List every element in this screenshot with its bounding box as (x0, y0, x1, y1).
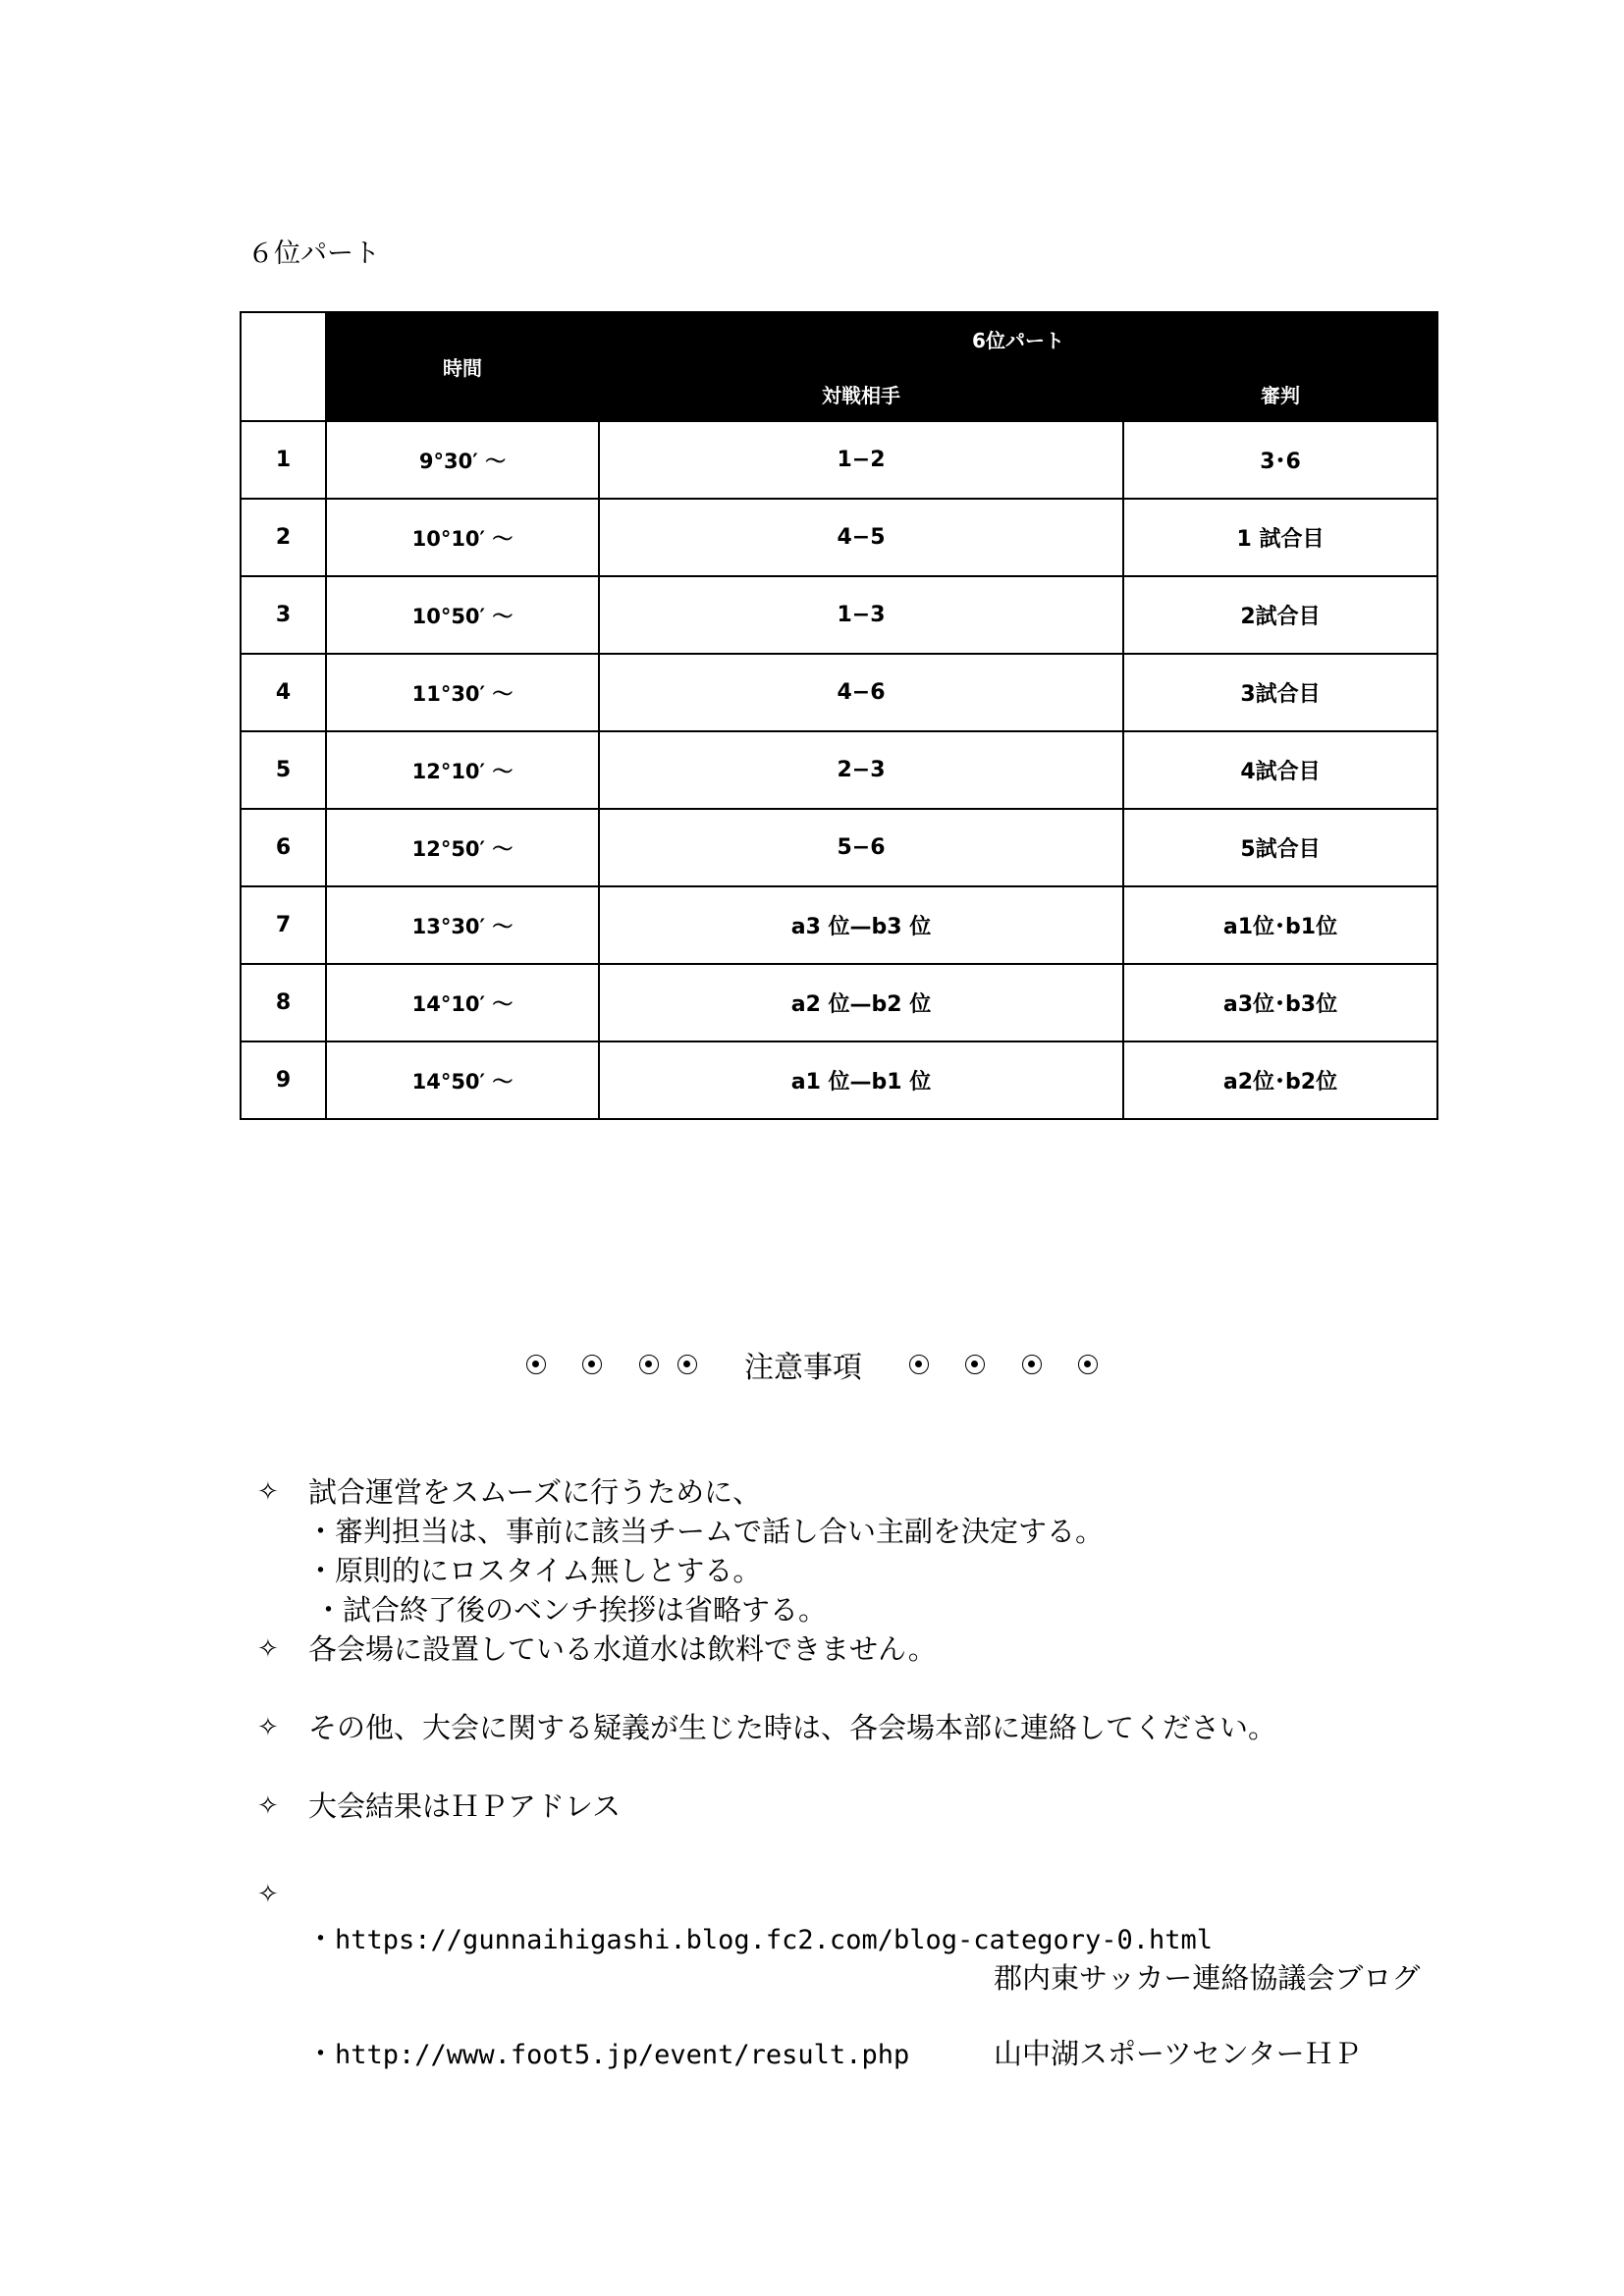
section-title: ６位パート (247, 239, 380, 269)
header-match: 対戦相手 (599, 366, 1123, 421)
row-number: 8 (241, 964, 326, 1041)
soccer-ball-icon (1078, 1355, 1098, 1374)
diamond-outline-icon: ✧ (257, 1713, 279, 1742)
row-time: 14°10′ ～ (326, 964, 599, 1041)
row-time: 13°30′ ～ (326, 886, 599, 964)
row-time: 14°50′ ～ (326, 1041, 599, 1119)
row-referee: a1位･b1位 (1123, 886, 1437, 964)
row-match: 4−5 (599, 499, 1123, 576)
schedule-table (240, 311, 1438, 1120)
sports-center-label: 山中湖スポーツセンターＨＰ (994, 2037, 1362, 2070)
link-bullet: ・ (306, 1922, 336, 1955)
row-referee: 4試合目 (1123, 731, 1437, 809)
row-match: 2−3 (599, 731, 1123, 809)
row-number: 1 (241, 421, 326, 499)
link-bullet: ・ (306, 2037, 336, 2070)
soccer-ball-icon (526, 1355, 546, 1374)
row-number: 4 (241, 654, 326, 731)
row-number: 9 (241, 1041, 326, 1119)
table-row (241, 576, 1437, 654)
row-number: 3 (241, 576, 326, 654)
row-match: 5−6 (599, 809, 1123, 886)
soccer-ball-icon (677, 1355, 697, 1374)
blog-url-link[interactable]: https://gunnaihigashi.blog.fc2.com/blog-category-0.html (335, 1925, 1214, 1955)
row-number: 5 (241, 731, 326, 809)
link-item (306, 1919, 1213, 1960)
row-number: 2 (241, 499, 326, 576)
header-time: 時間 (326, 312, 599, 421)
notice-item-text: その他、大会に関する疑義が生じた時は、各会場本部に連絡してください。 (308, 1711, 1277, 1744)
notice-sub-item: ・原則的にロスタイム無しとする。 (306, 1554, 762, 1587)
row-referee: 2試合目 (1123, 576, 1437, 654)
row-time: 12°50′ ～ (326, 809, 599, 886)
header-referee: 審判 (1123, 366, 1437, 421)
row-referee: a2位･b2位 (1123, 1041, 1437, 1119)
blog-label: 郡内東サッカー連絡協議会ブログ (994, 1961, 1421, 1995)
row-referee: 3試合目 (1123, 654, 1437, 731)
table-row (241, 809, 1437, 886)
row-time: 11°30′ ～ (326, 654, 599, 731)
row-referee: 5試合目 (1123, 809, 1437, 886)
soccer-ball-icon (582, 1355, 602, 1374)
row-match: a1 位—b1 位 (599, 1041, 1123, 1119)
notice-item-text: 各会場に設置している水道水は飲料できません。 (308, 1632, 937, 1666)
row-time: 9°30′ ～ (326, 421, 599, 499)
notice-item-text: 試合運営をスムーズに行うために、 (308, 1475, 762, 1509)
row-time: 10°10′ ～ (326, 499, 599, 576)
soccer-ball-icon (909, 1355, 929, 1374)
notice-sub-item: ・審判担当は、事前に該当チームで話し合い主副を決定する。 (306, 1515, 1105, 1548)
row-match: 1−3 (599, 576, 1123, 654)
row-number: 6 (241, 809, 326, 886)
diamond-outline-icon: ✧ (257, 1880, 279, 1909)
diamond-outline-icon: ✧ (257, 1477, 279, 1507)
link-item (306, 2034, 909, 2075)
notice-heading (0, 1343, 1624, 1386)
row-time: 10°50′ ～ (326, 576, 599, 654)
diamond-outline-icon: ✧ (257, 1791, 279, 1821)
soccer-ball-icon (1022, 1355, 1042, 1374)
header-blank-cell (241, 312, 326, 421)
table-row (241, 964, 1437, 1041)
notice-item-text: 大会結果はＨＰアドレス (308, 1789, 622, 1823)
table-row (241, 499, 1437, 576)
soccer-ball-icon (639, 1355, 659, 1374)
row-referee: 3･6 (1123, 421, 1437, 499)
diamond-outline-icon: ✧ (257, 1634, 279, 1664)
sports-center-url-link[interactable]: http://www.foot5.jp/event/result.php (335, 2040, 910, 2070)
notice-sub-item: ・試合終了後のベンチ挨拶は省略する。 (314, 1593, 828, 1627)
notice-heading-text: 注意事項 (744, 1351, 862, 1385)
row-match: a2 位—b2 位 (599, 964, 1123, 1041)
row-referee: a3位･b3位 (1123, 964, 1437, 1041)
row-referee: 1 試合目 (1123, 499, 1437, 576)
table-row (241, 1041, 1437, 1119)
row-number: 7 (241, 886, 326, 964)
row-match: a3 位—b3 位 (599, 886, 1123, 964)
table-row (241, 421, 1437, 499)
soccer-ball-icon (965, 1355, 985, 1374)
table-row (241, 886, 1437, 964)
row-match: 4−6 (599, 654, 1123, 731)
row-time: 12°10′ ～ (326, 731, 599, 809)
table-row (241, 654, 1437, 731)
table-row (241, 731, 1437, 809)
header-group: 6位パート (599, 312, 1437, 366)
row-match: 1−2 (599, 421, 1123, 499)
